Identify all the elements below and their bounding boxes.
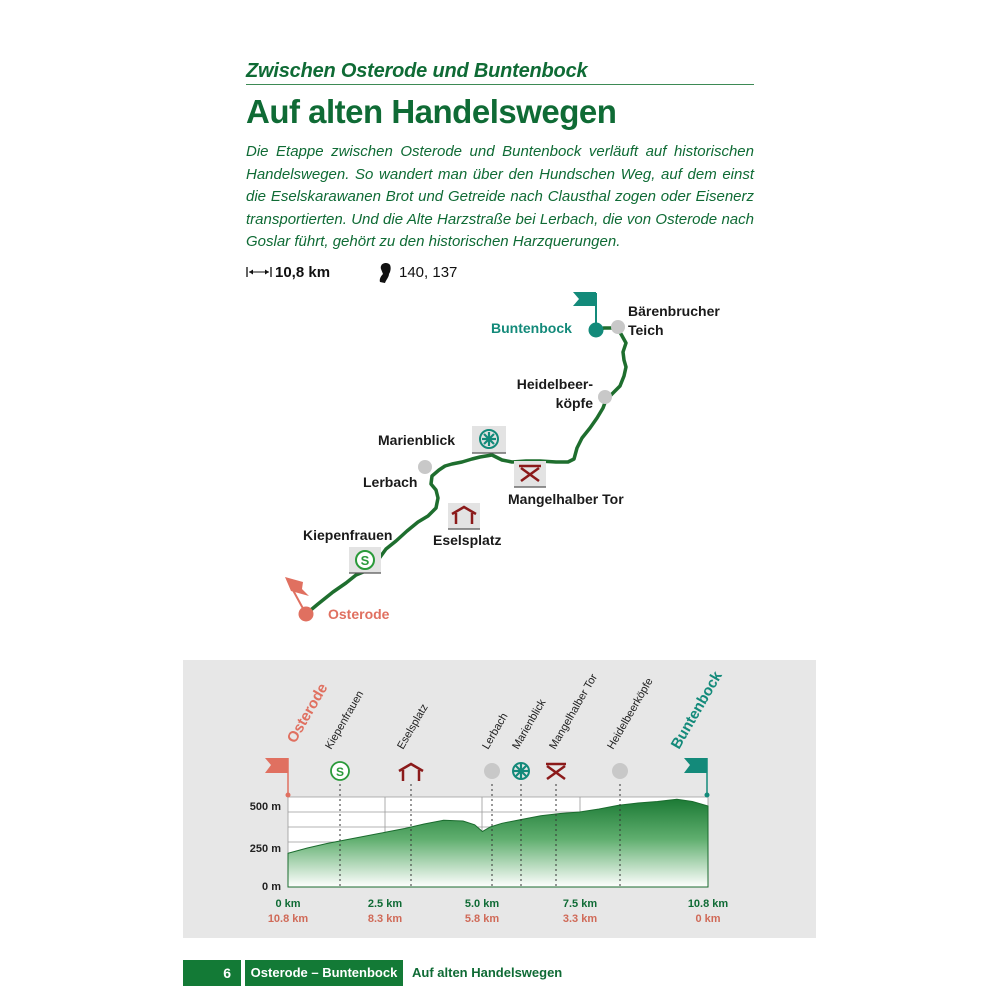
intro-paragraph: Die Etappe zwischen Osterode und Buntenbock verläuft auf historischen Handelswegen. So wandert man über den Hundschen Weg, auf dem einst die Eselskarawanen Brot und Getreide nach Clausthal zogen oder Eisenerz transportierten. Und die Alte Harzstraße bei Lerbach, die von Osterode nach Goslar führt, gehört zu den historischen Harzquerungen.: [246, 143, 754, 250]
map-label-heidelbeer: Heidelbeer- köpfe: [516, 376, 593, 411]
footer-title: Auf alten Handelswegen: [412, 965, 563, 980]
chapter-subtitle: Zwischen Osterode und Buntenbock: [246, 60, 588, 82]
y-tick-250: 250 m: [249, 843, 281, 855]
km-reverse-2: 5.8 km: [464, 913, 500, 925]
km-forward-1: 2.5 km: [367, 898, 403, 910]
km-forward-2: 5.0 km: [464, 898, 500, 910]
waypoint-dot-baerenbrucher: [611, 320, 625, 334]
profile-shop-icon: [331, 762, 349, 780]
end-flag-icon: [573, 292, 596, 306]
svg-text:S: S: [335, 765, 345, 779]
km-reverse-4: 0 km: [695, 913, 721, 925]
km-forward-3: 7.5 km: [562, 898, 598, 910]
map-label-lerbach: Lerbach: [363, 474, 418, 490]
map-label-mangelhalber: Mangelhalber Tor: [508, 491, 624, 507]
profile-picnic-icon: [546, 764, 566, 779]
profile-label-marienblick: Marienblick: [510, 697, 549, 752]
profile-label-start: Osterode: [283, 680, 332, 746]
profile-shelter-icon: [399, 764, 423, 781]
map-label-baerenbrucher: Bärenbrucher Teich: [628, 303, 720, 338]
start-flag-icon: [285, 577, 309, 596]
elevation-profile: [183, 660, 816, 938]
profile-label-kiepenfrauen: Kiepenfrauen: [323, 688, 367, 752]
profile-label-eselsplatz: Eselsplatz: [395, 702, 431, 752]
map-label-start: Osterode: [328, 606, 390, 622]
distance-value: 10,8 km: [275, 264, 331, 281]
map-label-end: Buntenbock: [491, 320, 572, 336]
viewpoint-icon: [472, 426, 506, 453]
profile-label-lerbach: Lerbach: [480, 711, 511, 752]
profile-label-mangelhalber: Mangelhalber Tor: [547, 672, 600, 752]
map-label-marienblick: Marienblick: [378, 432, 456, 448]
page-title: Auf alten Handelswegen: [246, 93, 617, 130]
svg-text:S: S: [360, 553, 370, 568]
profile-label-heidelbeer: Heidelbeerköpfe: [605, 676, 656, 752]
profile-end-flag-icon: [684, 758, 707, 773]
profile-label-end: Buntenbock: [667, 668, 726, 752]
shelter-hut-icon: [448, 503, 480, 529]
map-label-kiepenfrauen: Kiepenfrauen: [303, 527, 393, 543]
km-forward-0: 0 km: [275, 898, 301, 910]
y-tick-500: 500 m: [249, 801, 281, 813]
km-reverse-0: 10.8 km: [267, 913, 309, 925]
profile-viewpoint-icon: [513, 763, 529, 779]
km-reverse-1: 8.3 km: [367, 913, 403, 925]
map-sheets-value: 140, 137: [399, 264, 458, 281]
profile-heidelbeer-dot: [612, 763, 628, 779]
map-label-eselsplatz: Eselsplatz: [433, 532, 502, 548]
waypoint-dot-lerbach: [418, 460, 432, 474]
profile-start-flag-icon: [265, 758, 288, 773]
shop-icon: [349, 547, 381, 573]
end-marker: [589, 323, 604, 338]
waypoint-dot-heidelbeer: [598, 390, 612, 404]
km-forward-4: 10.8 km: [687, 898, 729, 910]
start-marker: [299, 607, 314, 622]
picnic-table-icon: [514, 461, 546, 487]
km-reverse-3: 3.3 km: [562, 913, 598, 925]
page-number: 6: [183, 960, 241, 986]
footer-section: Osterode – Buntenbock: [245, 960, 403, 986]
profile-lerbach-dot: [484, 763, 500, 779]
y-tick-0: 0 m: [262, 881, 281, 893]
